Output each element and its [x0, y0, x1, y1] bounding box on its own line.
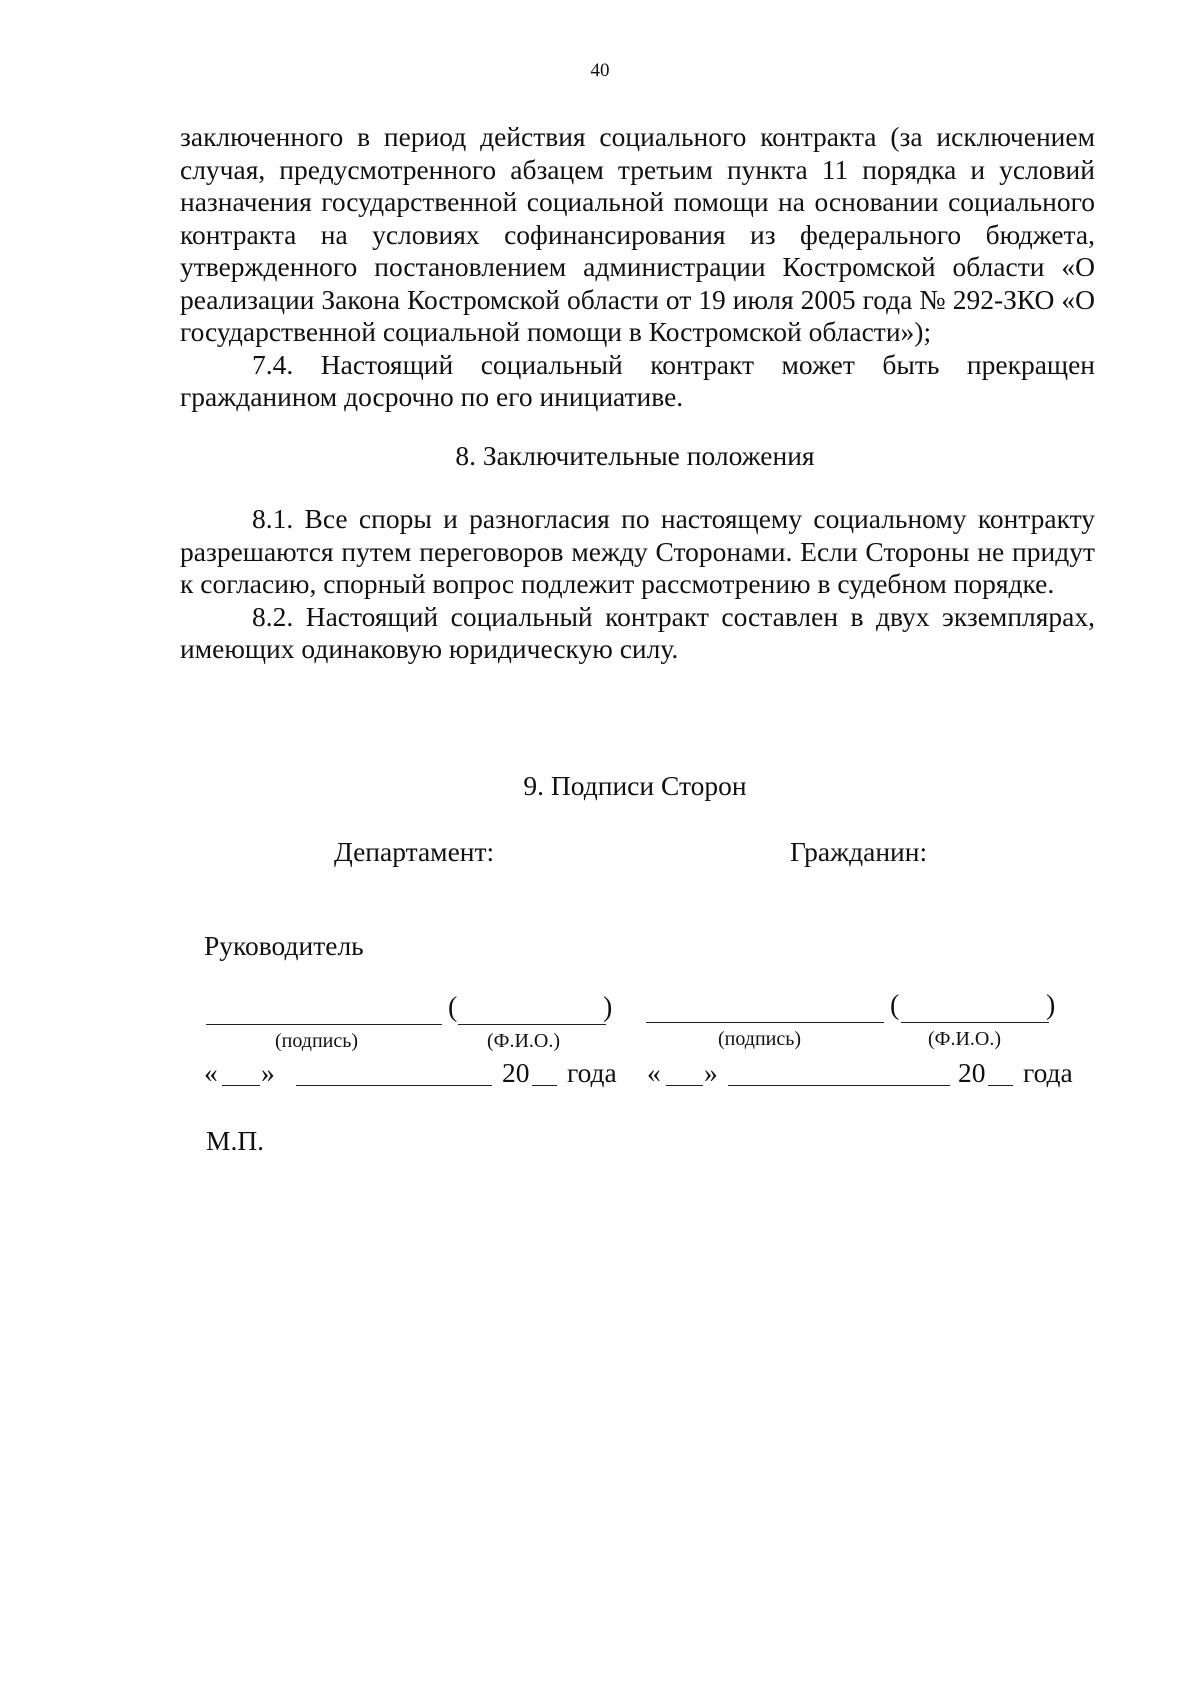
citizen-date-year-line: [988, 1085, 1013, 1086]
citizen-date-quote-open: «: [647, 1057, 661, 1088]
department-name-open-paren: (: [448, 992, 458, 1023]
citizen-date-day-line: [666, 1085, 703, 1086]
section-9-heading: 9. Подписи Сторон: [523, 770, 747, 801]
citizen-name-caption: (Ф.И.О.): [928, 1028, 1002, 1050]
department-name-line: [458, 1024, 606, 1025]
department-signature-caption: (подпись): [275, 1030, 359, 1052]
department-date-quote-close: »: [261, 1057, 275, 1088]
citizen-date-month-line: [728, 1085, 950, 1086]
seal-placeholder: М.П.: [206, 1125, 265, 1156]
section-8-heading: 8. Заключительные положения: [455, 440, 815, 471]
head-label: Руководитель: [204, 930, 364, 961]
department-date-quote-open: «: [204, 1057, 218, 1088]
citizen-date-quote-close: »: [704, 1057, 718, 1088]
department-signature-line: [206, 1024, 442, 1025]
department-date-month-line: [296, 1085, 492, 1086]
citizen-date-year-prefix: 20: [958, 1057, 986, 1088]
paragraph-8-1: 8.1. Все споры и разногласия по настоящему социальному контракту разрешаются путем переговоров между Сторонами. Если Стороны не придут к согласию, спорный вопрос подлежит рассмотрению в судебном порядке.: [180, 503, 1095, 599]
department-date-year-line: [532, 1085, 557, 1086]
citizen-name-line: [901, 1022, 1049, 1023]
department-date-year-prefix: 20: [502, 1057, 530, 1088]
citizen-name-open-paren: (: [890, 990, 900, 1021]
clause-7-continuation: [180, 121, 1095, 414]
party-department-label: Департамент:: [334, 836, 495, 867]
citizen-signature-line: [646, 1022, 884, 1023]
paragraph-8-2: 8.2. Настоящий социальный контракт составлен в двух экземплярах, имеющих одинаковую юридическую силу.: [180, 600, 1095, 664]
section-8-body: [180, 503, 1095, 666]
party-citizen-label: Гражданин:: [790, 836, 928, 867]
citizen-date-year-suffix: года: [1023, 1057, 1073, 1088]
department-name-caption: (Ф.И.О.): [487, 1030, 561, 1052]
department-date-year-suffix: года: [567, 1057, 617, 1088]
paragraph-7-3-tail: заключенного в период действия социального контракта (за исключением случая, предусмотренного абзацем третьим пункта 11 порядка и условий назначения государственной социальной помощи на основании социального контракта на условиях софинансирования из федерального бюджета, утвержденного постановлением администрации Костромской области «О реализации Закона Костромской области от 19 июля 2005 года № 292-ЗКО «О государственной социальной помощи в Костромской области»);: [180, 121, 1095, 347]
department-date-day-line: [222, 1085, 260, 1086]
citizen-name-close-paren: ): [1046, 990, 1056, 1021]
department-name-close-paren: ): [603, 992, 613, 1023]
page-number: 40: [590, 60, 610, 81]
citizen-signature-caption: (подпись): [718, 1028, 802, 1050]
paragraph-7-4: 7.4. Настоящий социальный контракт может быть прекращен гражданином досрочно по его инициативе.: [180, 348, 1095, 412]
